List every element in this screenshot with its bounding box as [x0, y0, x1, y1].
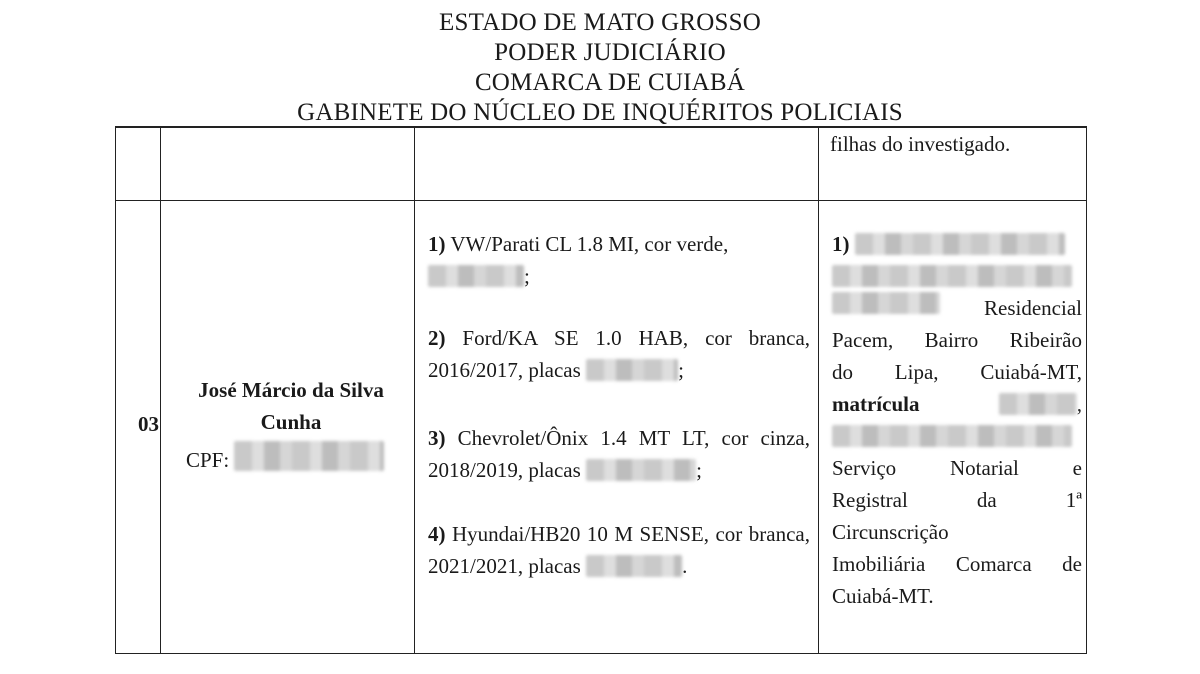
vehicle-item: [428, 228, 810, 292]
property-line: Cuiabá-MT.: [832, 584, 934, 608]
vehicle-item: [428, 518, 810, 582]
seizure-table: [115, 126, 1087, 654]
investigated-name: José Márcio da Silva Cunha: [198, 378, 384, 434]
redacted-plate: [586, 359, 678, 381]
property-line: do Lipa, Cuiabá-MT,: [832, 360, 1082, 384]
row-number: 03: [138, 412, 159, 436]
vehicle-number: 2): [428, 326, 446, 350]
header-state: ESTADO DE MATO GROSSO: [439, 9, 761, 36]
property-line: Serviço Notarial e: [832, 456, 1082, 480]
redacted-plate: [428, 265, 524, 287]
vehicle-tail: ;: [678, 358, 684, 382]
property-item: [832, 228, 1082, 612]
vehicle-number: 4): [428, 522, 446, 546]
vehicle-description: Hyundai/HB20 10 M SENSE, cor branca, 2021/2021, placas: [428, 522, 811, 578]
property-line: Registral da 1ª: [832, 488, 1082, 512]
cpf-label: CPF:: [186, 448, 230, 472]
property-line: Imobiliária Comarca de: [832, 552, 1082, 576]
prev-row-property-text: filhas do investigado.: [830, 132, 1011, 156]
matricula-label: matrícula: [832, 392, 920, 416]
header-office: GABINETE DO NÚCLEO DE INQUÉRITOS POLICIAIS: [297, 99, 903, 126]
vehicle-number: 3): [428, 426, 446, 450]
vehicle-item: [428, 422, 810, 486]
table-divider: [160, 128, 161, 653]
vehicle-description: Chevrolet/Ônix 1.4 MT LT, cor cinza, 2018/2019, placas: [428, 426, 811, 482]
vehicle-tail: .: [682, 554, 688, 578]
redacted-cpf: [234, 441, 384, 471]
redacted-address: [832, 265, 1072, 287]
comma: ,: [1076, 392, 1082, 416]
table-row-divider: [116, 200, 1086, 201]
vehicle-item: [428, 322, 810, 386]
vehicle-number: 1): [428, 232, 446, 256]
vehicle-description: Ford/KA SE 1.0 HAB, cor branca, 2016/2017, placas: [428, 326, 811, 382]
redacted-address: [855, 233, 1065, 255]
property-line: Circunscrição: [832, 520, 949, 544]
redacted-address: [832, 292, 940, 314]
document-header: [0, 8, 1200, 128]
property-number: 1): [832, 232, 850, 256]
redacted-registration: [999, 393, 1077, 415]
cpf-field: [186, 441, 384, 476]
property-line: Pacem, Bairro Ribeirão: [832, 328, 1082, 352]
redacted-registration: [832, 425, 1072, 447]
vehicle-tail: ;: [524, 264, 530, 288]
redacted-plate: [586, 555, 682, 577]
vehicle-tail: ;: [696, 458, 702, 482]
redacted-plate: [586, 459, 696, 481]
vehicle-description: VW/Parati CL 1.8 MI, cor verde,: [450, 232, 729, 256]
table-divider: [818, 128, 819, 653]
header-judiciary: PODER JUDICIÁRIO: [494, 39, 726, 66]
header-district: COMARCA DE CUIABÁ: [474, 69, 746, 96]
property-residencial: Residencial: [984, 296, 1082, 320]
